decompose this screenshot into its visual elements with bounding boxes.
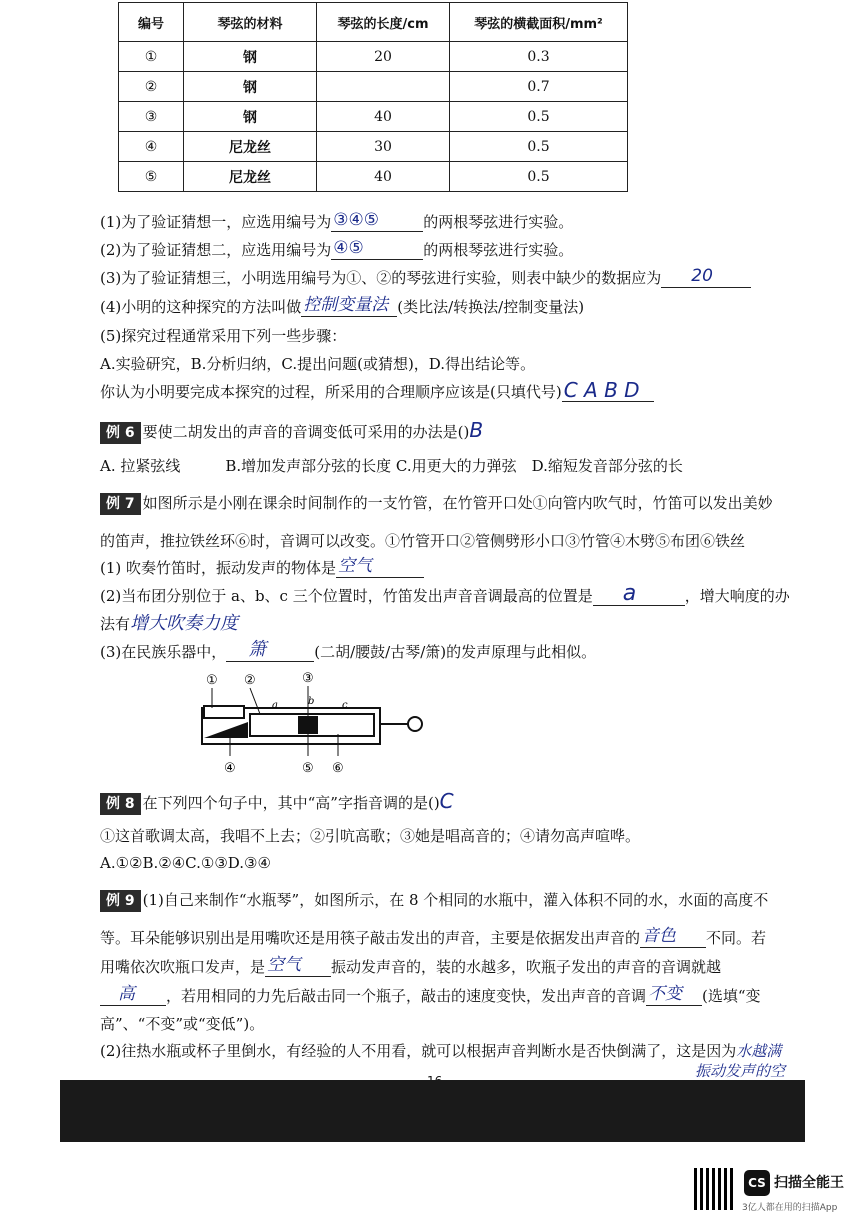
- example-tag: 例 8: [100, 793, 141, 815]
- table-header-row: [119, 3, 628, 42]
- fig-label-c: c: [342, 700, 348, 711]
- cell-area: 0.7: [450, 72, 628, 102]
- example-9-l4: 高 ，若用相同的力先后敲击同一个瓶子，敲击的速度变快，发出声音的音调 不变 (选填“变: [100, 986, 761, 1006]
- brand-tagline: 3亿人都在用的扫描App: [742, 1203, 838, 1213]
- cell-id: ③: [119, 102, 184, 132]
- cell-length: [317, 72, 450, 102]
- cell-material: 尼龙丝: [184, 132, 317, 162]
- example-9-l1: 例 9 (1)自己来制作“水瓶琴”，如图所示，在 8 个相同的水瓶中，灌入体积不同的水，水面的高度不: [100, 890, 768, 912]
- example-7-stem2: 的笛声，推拉铁丝环⑥时，音调可以改变。①竹管开口②管侧劈形小口③竹管④木劈⑤布团⑥铁丝: [100, 532, 746, 550]
- fig-label-4: ④: [224, 761, 236, 776]
- example-7-q1: (1) 吹奏竹笛时，振动发声的物体是 空气: [100, 558, 424, 578]
- handwritten-answer: 增大吹奏力度: [130, 613, 239, 634]
- answer-blank[interactable]: [661, 266, 751, 288]
- example-8-sentences: ①这首歌调太高，我唱不上去；②引吭高歌；③她是唱高音的；④请勿高声喧哗。: [100, 827, 641, 845]
- handwritten-answer: C A B D: [563, 378, 640, 402]
- example-tag: 例 6: [100, 422, 141, 444]
- handwritten-answer: 音色: [642, 926, 677, 946]
- question-3: (3)为了验证猜想三，小明选用编号为①、②的琴弦进行实验，则表中缺少的数据应为 20: [100, 268, 751, 288]
- handwritten-answer: 控制变量法: [303, 295, 389, 315]
- question-5-steps: A.实验研究，B.分析归纳，C.提出问题(或猜想)，D.得出结论等。: [100, 355, 536, 373]
- handwritten-answer: 空气: [338, 556, 373, 576]
- question-4: (4)小明的这种探究的方法叫做 控制变量法 (类比法/转换法/控制变量法): [100, 295, 585, 316]
- question-5: 你认为小明要完成本探究的过程，所采用的合理顺序应该是(只填代号) C A B D: [100, 382, 654, 402]
- handwritten-answer: ④⑤: [333, 238, 364, 258]
- header-cell: 琴弦的材料: [184, 3, 317, 42]
- cell-id: ①: [119, 42, 184, 72]
- bamboo-flute-figure: [190, 668, 440, 776]
- answer-blank[interactable]: [646, 984, 702, 1006]
- handwritten-answer: B: [469, 418, 484, 442]
- question-2: (2)为了验证猜想二，应选用编号为 ④⑤ 的两根琴弦进行实验。: [100, 238, 574, 259]
- cell-length: 20: [317, 42, 450, 72]
- fig-label-2: ②: [244, 673, 256, 688]
- fig-label-1: ①: [206, 673, 218, 688]
- qr-code-icon: [694, 1168, 736, 1210]
- question-5-intro: (5)探究过程通常采用下列一些步骤：: [100, 327, 347, 345]
- cell-material: 钢: [184, 102, 317, 132]
- answer-blank[interactable]: [301, 295, 397, 317]
- handwritten-answer: C: [439, 789, 454, 813]
- example-8: 例 8 在下列四个句子中，其中“高”字指音调的是()C: [100, 791, 454, 815]
- header-cell: 编号: [119, 3, 184, 42]
- cell-area: 0.5: [450, 102, 628, 132]
- cell-id: ④: [119, 132, 184, 162]
- handwritten-answer: a: [622, 581, 637, 606]
- fig-label-a: a: [272, 700, 278, 711]
- fig-label-3: ③: [302, 671, 314, 686]
- cell-id: ②: [119, 72, 184, 102]
- example-9-l6: (2)往热水瓶或杯子里倒水，有经验的人不用看，就可以根据声音判断水是否快倒满了，这是因为水越满: [100, 1042, 782, 1060]
- fig-label-5: ⑤: [302, 761, 314, 776]
- cell-material: 钢: [184, 42, 317, 72]
- answer-blank[interactable]: [336, 556, 424, 578]
- example-8-options: A.①②B.②④C.①③D.③④: [100, 854, 271, 872]
- answer-blank[interactable]: [331, 210, 423, 232]
- handwritten-answer: 20: [691, 266, 713, 286]
- example-6-options: A. 拉紧弦线 B.增加发声部分弦的长度 C.用更大的力弹弦 D.缩短发音部分弦的长: [100, 457, 683, 475]
- table-row: [119, 102, 628, 132]
- answer-blank[interactable]: [265, 955, 331, 977]
- handwritten-answer: 高: [118, 984, 135, 1004]
- cell-area: 0.5: [450, 132, 628, 162]
- example-7-q3: (3)在民族乐器中， 箫 (二胡/腰鼓/古琴/箫)的发声原理与此相似。: [100, 639, 597, 661]
- cell-length: 30: [317, 132, 450, 162]
- example-tag: 例 9: [100, 890, 141, 912]
- answer-blank[interactable]: [593, 581, 685, 606]
- strings-table: [118, 2, 628, 192]
- handwritten-answer: 不变: [648, 984, 683, 1004]
- header-cell: 琴弦的横截面积/mm²: [450, 3, 628, 42]
- example-7-q2: (2)当布团分别位于 a、b、c 三个位置时，竹笛发出声音音调最高的位置是 a ，增大响度的办: [100, 581, 790, 606]
- header-cell: 琴弦的长度/cm: [317, 3, 450, 42]
- answer-blank[interactable]: [226, 639, 314, 662]
- table-row: [119, 162, 628, 192]
- handwritten-answer: 箫: [248, 639, 267, 660]
- scan-dark-band: [60, 1080, 805, 1142]
- handwritten-answer: 水越满: [736, 1042, 782, 1060]
- fig-label-b: b: [308, 696, 315, 707]
- cell-id: ⑤: [119, 162, 184, 192]
- cs-logo-icon: CS: [744, 1170, 770, 1196]
- example-7-stem: 例 7 如图所示是小刚在课余时间制作的一支竹管，在竹管开口处①向管内吹气时，竹笛可以发出美妙: [100, 493, 773, 515]
- example-tag: 例 7: [100, 493, 141, 515]
- example-6: 例 6 要使二胡发出的声音的音调变低可采用的办法是()B: [100, 420, 483, 444]
- answer-blank[interactable]: [562, 378, 654, 402]
- example-9-l3: 用嘴依次吹瓶口发声，是 空气 振动发声音的，装的水越多，吹瓶子发出的声音的音调就越: [100, 955, 722, 976]
- cell-material: 钢: [184, 72, 317, 102]
- handwritten-answer: 空气: [267, 955, 302, 975]
- answer-blank[interactable]: [331, 238, 423, 260]
- cell-material: 尼龙丝: [184, 162, 317, 192]
- table-row: [119, 42, 628, 72]
- brand-name: 扫描全能王: [774, 1175, 844, 1191]
- answer-blank[interactable]: [640, 926, 706, 948]
- table-row: [119, 72, 628, 102]
- fig-label-6: ⑥: [332, 761, 344, 776]
- question-1: (1)为了验证猜想一，应选用编号为 ③④⑤ 的两根琴弦进行实验。: [100, 210, 574, 231]
- example-9-l5: 高”、“不变”或“变低”)。: [100, 1015, 265, 1033]
- example-7-q2-cont: 法有增大吹奏力度: [100, 613, 239, 634]
- handwritten-answer-cont: 振动发声的空: [695, 1062, 786, 1080]
- cell-length: 40: [317, 162, 450, 192]
- cell-area: 0.3: [450, 42, 628, 72]
- example-9-l2: 等。耳朵能够识别出是用嘴吹还是用筷子敲击发出的声音，主要是依据发出声音的 音色 不同。若: [100, 926, 767, 947]
- answer-blank[interactable]: [100, 984, 166, 1006]
- cell-length: 40: [317, 102, 450, 132]
- handwritten-answer: ③④⑤: [333, 210, 379, 230]
- cell-area: 0.5: [450, 162, 628, 192]
- table-row: [119, 132, 628, 162]
